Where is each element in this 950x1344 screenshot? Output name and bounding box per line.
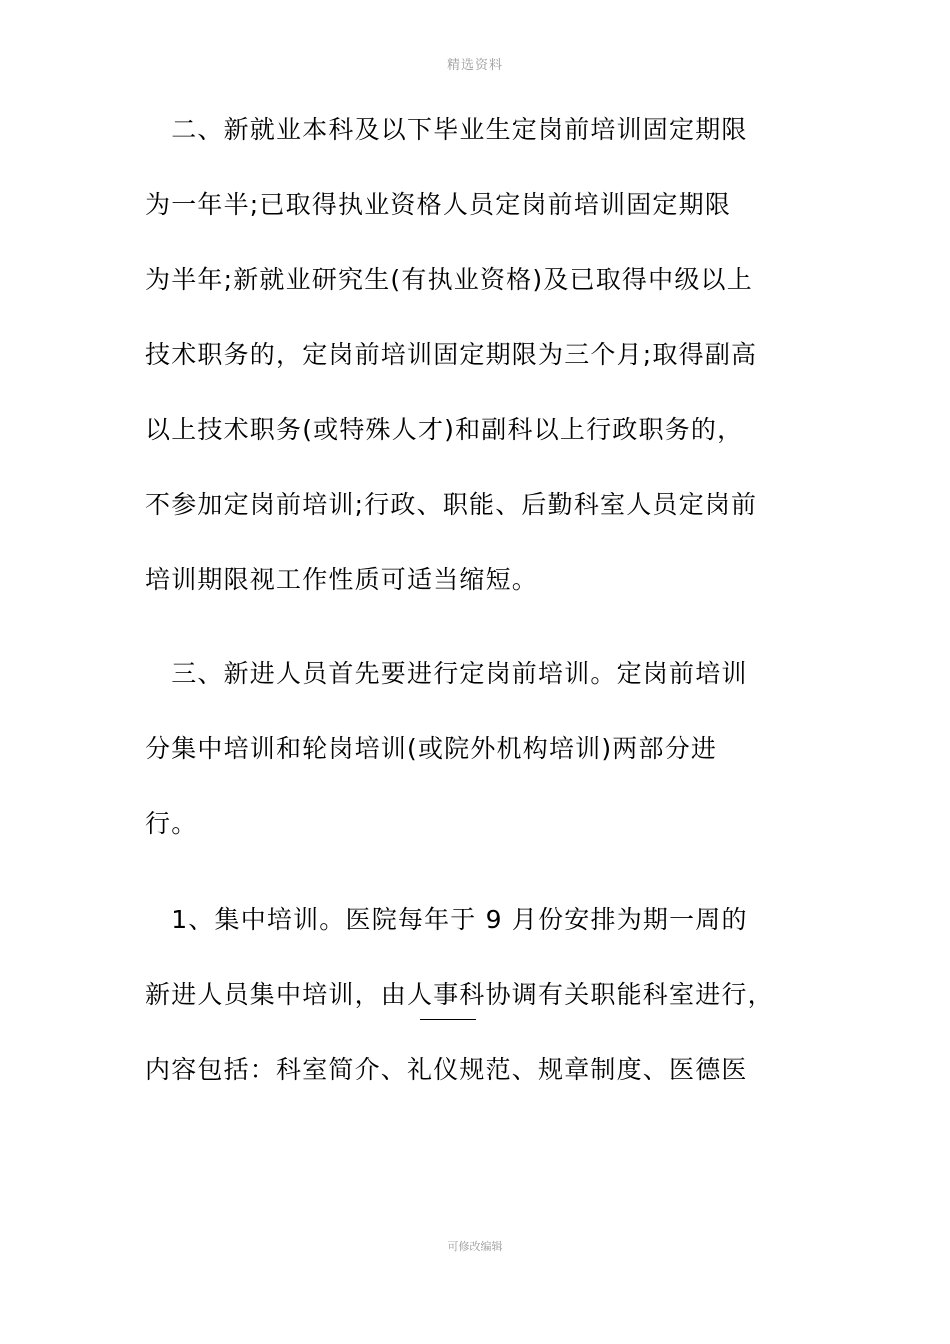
body-line-5: 以上技术职务(或特殊人才)和副科以上行政职务的， xyxy=(145,415,744,444)
body-line-6: 不参加定岗前培训;行政、职能、后勤科室人员定岗前 xyxy=(145,490,758,519)
body-line-3: 为半年;新就业研究生(有执业资格)及已取得中级以上 xyxy=(145,265,753,294)
body-line-2: 为一年半;已取得执业资格人员定岗前培训固定期限 xyxy=(145,190,732,219)
body-line-10: 行。 xyxy=(145,809,198,838)
body-line-8: 三、新进人员首先要进行定岗前培训。定岗前培训 xyxy=(145,659,748,688)
text-underline-mark xyxy=(420,1019,476,1020)
body-line-12: 新进人员集中培训，由人事科协调有关职能科室进行， xyxy=(145,980,774,1009)
body-line-4: 技术职务的，定岗前培训固定期限为三个月;取得副高 xyxy=(145,340,758,369)
body-line-1: 二、新就业本科及以下毕业生定岗前培训固定期限 xyxy=(145,115,748,144)
body-line-13: 内容包括：科室简介、礼仪规范、规章制度、医德医 xyxy=(145,1055,748,1084)
page-header: 精选资料 xyxy=(446,58,503,73)
body-line-7: 培训期限视工作性质可适当缩短。 xyxy=(145,565,539,594)
page-footer: 可修改编辑 xyxy=(447,1240,503,1253)
body-line-11: 1、集中培训。医院每年于 9 月份安排为期一周的 xyxy=(145,905,748,934)
body-line-9: 分集中培训和轮岗培训(或院外机构培训)两部分进 xyxy=(145,734,718,763)
